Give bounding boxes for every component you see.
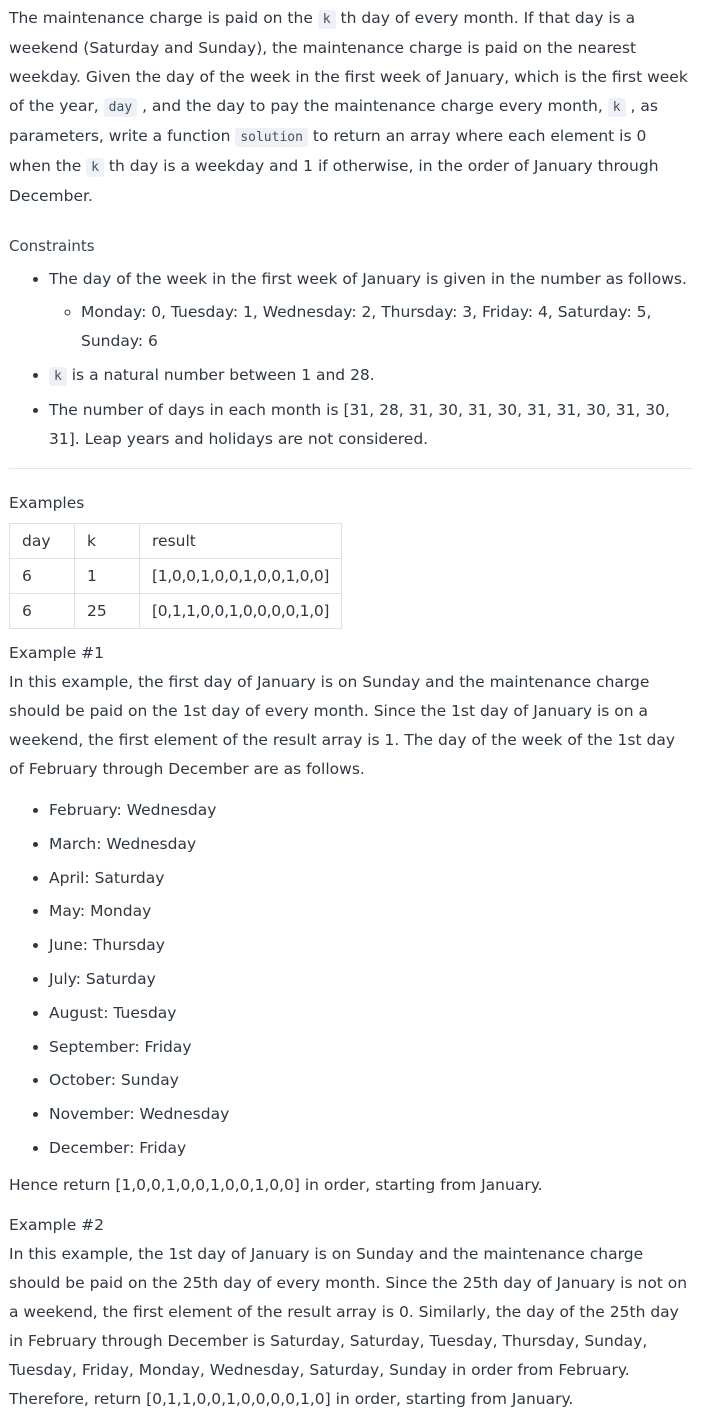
table-cell: 6	[10, 594, 75, 629]
constraint-item	[49, 265, 693, 356]
list-item: • April: Saturday	[49, 864, 693, 893]
statement-text: th day of every month. If that day is a weekend (Saturday and Sunday), the maintenance charge is paid on the nearest weekday. Given the day of the week in the first week of January, which is the first week of the year,	[9, 9, 688, 115]
statement-text: The maintenance charge is paid on the	[9, 9, 318, 27]
examples-title: Examples	[9, 494, 85, 512]
table-cell: 1	[75, 559, 140, 594]
constraints-list	[9, 265, 693, 454]
problem-statement	[9, 4, 693, 211]
table-row	[10, 559, 342, 594]
statement-text: th day is a weekday and 1 if otherwise, in the order of January through December.	[9, 157, 659, 205]
list-item: • December: Friday	[49, 1134, 693, 1163]
example-2-text: In this example, the 1st day of January is on Sunday and the maintenance charge should be paid on the 25th day of every month. Since the 25th day of January is not on a weekend, the first element of the result array is 0. Similarly, the day of the 25th day in February through December is Saturday, Saturday, Tuesday, Thursday, Sunday, Tuesday, Friday, Monday, Wednesday, Saturday, Sunday in order from February. Therefore, return [0,1,1,0,0,1,0,0,0,0,1,0] in order, starting from January.	[9, 1244, 688, 1408]
list-item: • May: Monday	[49, 897, 693, 926]
month-list	[9, 796, 693, 1163]
constraint-item: • The number of days in each month is [31, 28, 31, 30, 31, 30, 31, 31, 30, 31, 30, 31]. Leap years and holidays are not considered.	[49, 396, 693, 454]
column-header-k: k	[75, 524, 140, 559]
constraint-text: The day of the week in the first week of January is given in the number as follows.	[49, 270, 687, 288]
table-cell: [1,0,0,1,0,0,1,0,0,1,0,0]	[140, 559, 342, 594]
inline-code-k: k	[86, 158, 104, 177]
inline-code-k: k	[318, 10, 336, 29]
statement-text: , and the day to pay the maintenance charge every month,	[137, 97, 608, 115]
example-2-title: Example #2	[9, 1215, 105, 1234]
examples-table	[9, 523, 342, 629]
table-row	[10, 594, 342, 629]
inline-code-solution: solution	[235, 128, 308, 147]
list-item: • June: Thursday	[49, 931, 693, 960]
list-item: • February: Wednesday	[49, 796, 693, 825]
example-1-text: In this example, the first day of January is on Sunday and the maintenance charge should be paid on the 1st day of every month. Since the 1st day of January is on a weekend, the first element of the result array is 1. The day of the week of the 1st day of February through December are as follows.	[9, 673, 676, 778]
column-header-day: day	[10, 524, 75, 559]
inline-code-day: day	[104, 98, 137, 117]
list-item: • October: Sunday	[49, 1066, 693, 1095]
list-item: • September: Friday	[49, 1033, 693, 1062]
section-divider	[9, 468, 693, 469]
table-cell: 6	[10, 559, 75, 594]
constraint-subitem: ◦ Monday: 0, Tuesday: 1, Wednesday: 2, Thursday: 3, Friday: 4, Saturday: 5, Sunday: 6	[81, 298, 693, 356]
constraint-sublist	[49, 298, 693, 356]
statement-text: to return an array where each element is 0 when the	[9, 127, 647, 175]
column-header-result: result	[140, 524, 342, 559]
inline-code-k: k	[49, 367, 67, 386]
constraint-text: is a natural number between 1 and 28.	[66, 366, 375, 384]
example-1-conclusion: Hence return [1,0,0,1,0,0,1,0,0,1,0,0] in order, starting from January.	[9, 1175, 543, 1194]
example-1-title: Example #1	[9, 644, 105, 662]
statement-text: , as parameters, write a function	[9, 97, 658, 145]
constraint-item	[49, 361, 693, 391]
constraints-title: Constraints	[9, 237, 95, 255]
list-item: • March: Wednesday	[49, 830, 693, 859]
list-item: • November: Wednesday	[49, 1100, 693, 1129]
table-header-row	[10, 524, 342, 559]
table-cell: [0,1,1,0,0,1,0,0,0,0,1,0]	[140, 594, 342, 629]
list-item: • July: Saturday	[49, 965, 693, 994]
inline-code-k: k	[608, 98, 626, 117]
table-cell: 25	[75, 594, 140, 629]
list-item: • August: Tuesday	[49, 999, 693, 1028]
